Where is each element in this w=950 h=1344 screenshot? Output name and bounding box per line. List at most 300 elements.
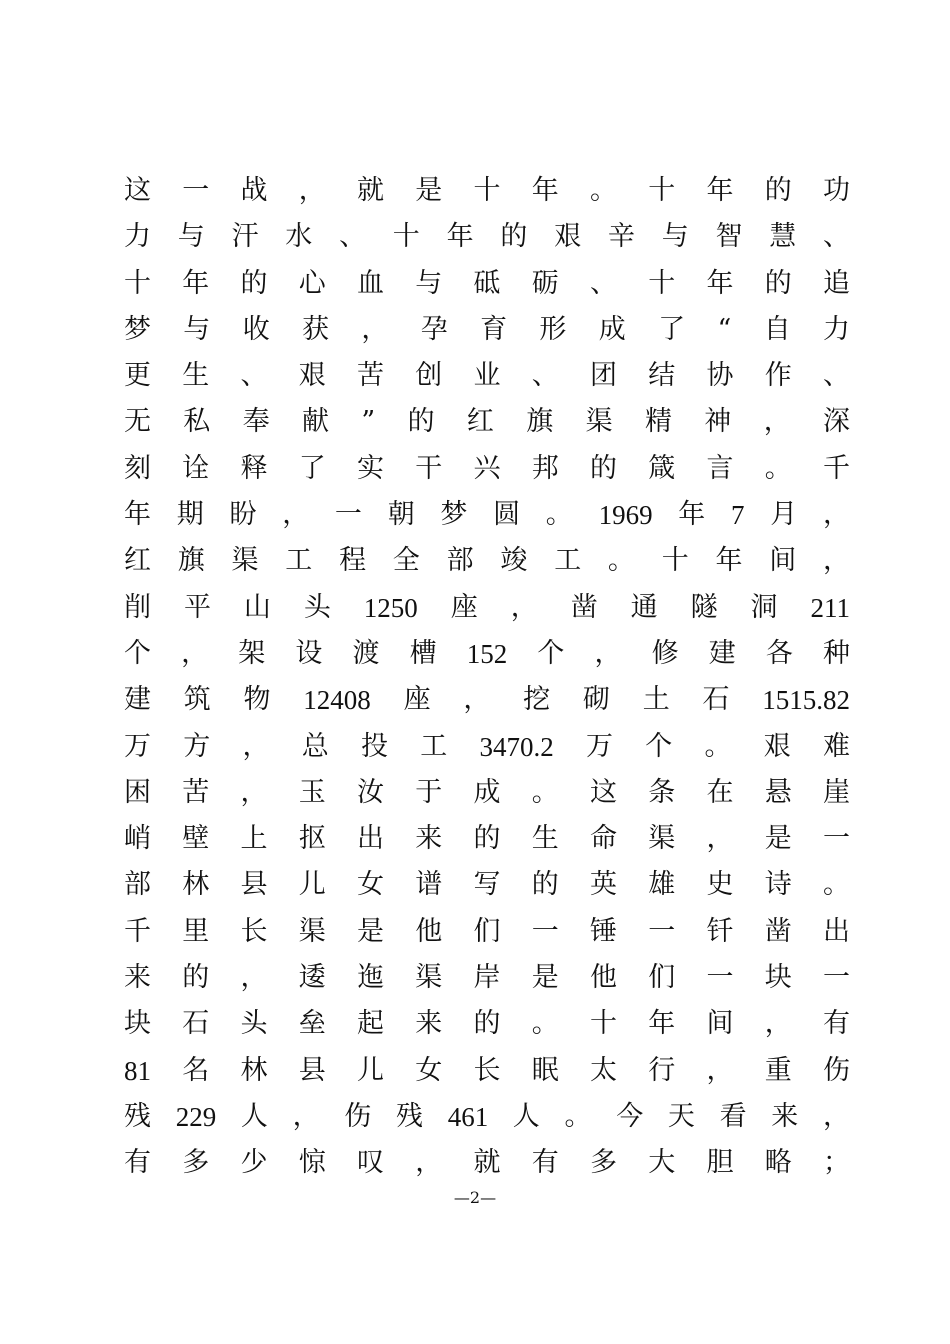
text-token: 十 [590,1008,617,1040]
text-token: 业 [473,360,501,392]
text-token: 成 [598,313,626,345]
text-line [124,769,850,815]
text-token: 谱 [415,869,443,901]
text-token: 砌 [582,684,610,716]
text-token: 惊 [298,1147,326,1179]
text-token: 、 [823,360,850,392]
text-token: 兴 [473,452,501,484]
text-token: 形 [539,313,567,345]
text-token: 旗 [177,545,205,577]
text-token: 红 [124,545,151,577]
text-token: 干 [415,452,443,484]
text-token: 人 [512,1100,540,1132]
text-line [124,954,850,1000]
text-token: 个 [645,730,673,762]
text-token: 万 [124,730,151,762]
text-token: ， [298,175,326,206]
text-token: 少 [240,1147,268,1179]
text-token: 就 [473,1147,501,1179]
text-token: 。 [823,869,850,901]
text-token: ” [361,406,376,438]
text-token: 长 [473,1054,501,1086]
text-token: 垒 [298,1008,326,1040]
text-token: 上 [240,823,268,855]
text-token: 洞 [750,591,778,623]
text-line [124,630,850,676]
text-token: 获 [302,313,329,345]
text-token: 461 [447,1101,489,1132]
text-token: 苦 [182,776,210,808]
text-token: 是 [415,175,443,206]
text-token: 筑 [183,684,211,716]
text-token: 种 [823,637,850,669]
text-line [124,1047,850,1093]
text-token: ， [706,823,734,855]
text-token: 人 [240,1100,268,1132]
text-token: 县 [240,869,268,901]
text-token: 林 [240,1054,268,1086]
text-token: 是 [531,962,559,994]
text-token: 。 [531,1008,559,1040]
text-token: 言 [706,452,734,484]
text-token: 悬 [764,776,792,808]
text-token: 神 [704,406,732,438]
text-token: ， [240,962,268,994]
text-token: 诠 [182,452,210,484]
text-token: ； [823,1147,850,1179]
text-token: 。 [764,452,792,484]
text-token: ， [594,637,622,669]
text-line [124,1139,850,1185]
text-token: 生 [531,823,559,855]
text-token: 有 [823,1008,850,1040]
text-token: 月 [770,499,798,531]
text-token: 力 [124,221,151,253]
text-token: 释 [240,452,268,484]
text-token: 渠 [231,545,259,577]
text-token: 全 [392,545,420,577]
text-token: 工 [420,730,448,762]
text-token: 、 [823,221,850,253]
text-token: ， [240,776,268,808]
text-token: 智 [715,221,743,253]
text-token: 无 [124,406,151,438]
text-token: 实 [357,452,384,484]
text-token: 艰 [763,730,791,762]
text-token: 起 [357,1008,384,1040]
text-token: 、 [590,267,617,299]
text-token: 土 [642,684,670,716]
text-token: 。 [607,545,635,577]
text-token: 建 [124,684,151,716]
text-token: 一 [823,823,850,855]
text-token: 。 [590,175,617,206]
text-line [124,306,850,352]
text-token: 7 [731,500,745,531]
text-token: 年 [182,267,210,299]
text-token: 通 [630,591,658,623]
text-token: 十 [124,267,151,299]
text-token: 艰 [554,221,582,253]
text-token: ， [823,499,850,531]
text-token: 工 [285,545,313,577]
text-token: 、 [339,221,367,253]
text-token: 年 [124,499,151,531]
text-token: 深 [823,406,850,438]
text-token: 、 [240,360,268,392]
text-token: 叹 [357,1147,384,1179]
text-token: 年 [446,221,474,253]
text-line [124,584,850,630]
text-token: 辛 [607,221,635,253]
page-number: —2— [453,1188,497,1207]
text-token: 看 [719,1100,747,1132]
text-token: 伤 [344,1100,372,1132]
text-token: 一 [706,962,734,994]
text-token: 力 [823,313,850,345]
text-token: 崖 [823,776,850,808]
text-token: 隧 [690,591,718,623]
text-token: 的 [764,267,792,299]
text-token: 渠 [298,915,326,947]
text-token: 锤 [590,915,617,947]
text-token: 女 [415,1054,443,1086]
text-token: 设 [295,637,323,669]
text-token: 千 [124,915,151,947]
text-token: 多 [590,1147,617,1179]
text-token: 太 [590,1054,617,1086]
text-token: 困 [124,776,151,808]
text-token: 伤 [823,1054,850,1086]
text-token: 追 [823,267,850,299]
text-line [124,491,850,537]
text-token: 林 [182,869,210,901]
text-token: 逶 [298,962,326,994]
text-token: 部 [124,869,151,901]
text-token: 眠 [531,1054,559,1086]
text-token: 座 [450,591,478,623]
text-token: 他 [590,962,617,994]
text-token: 一 [648,915,676,947]
text-token: 229 [175,1101,217,1132]
text-token: 头 [303,591,331,623]
text-token: 收 [242,313,270,345]
text-token: 天 [667,1100,695,1132]
text-token: ， [706,1054,734,1086]
text-token: 们 [648,962,676,994]
text-token: 了 [658,313,686,345]
text-token: 奉 [242,406,270,438]
text-token: 英 [590,869,617,901]
text-token: 砺 [531,267,559,299]
text-token: 与 [177,221,205,253]
text-line [124,815,850,861]
text-token: ， [510,591,538,623]
text-token: 的 [764,175,792,206]
text-token: 渠 [648,823,676,855]
text-token: 十 [661,545,689,577]
text-token: 来 [415,823,443,855]
text-token: 平 [184,591,211,623]
text-token: 盼 [229,499,257,531]
text-line [124,167,850,213]
text-token: 与 [183,313,211,345]
text-token: “ [717,313,732,345]
text-token: 汝 [357,776,384,808]
text-token: 建 [708,637,736,669]
text-token: 砥 [473,267,501,299]
text-token: 间 [769,545,797,577]
text-token: 于 [415,776,443,808]
text-token: 的 [240,267,268,299]
text-token: 年 [715,545,743,577]
text-token: 的 [407,406,435,438]
text-token: 总 [301,730,329,762]
text-token: 精 [645,406,672,438]
text-token: 史 [706,869,734,901]
text-token: 献 [302,406,329,438]
text-token: 物 [243,684,271,716]
text-token: 挖 [523,684,551,716]
text-token: 一 [531,915,559,947]
text-token: 儿 [298,869,326,901]
text-token: 的 [182,962,210,994]
text-token: 、 [531,360,559,392]
text-token: 来 [771,1100,799,1132]
text-token: 孕 [420,313,448,345]
text-token: 作 [764,360,792,392]
text-token: 血 [357,267,384,299]
text-token: 私 [183,406,211,438]
text-token: 12408 [303,685,371,716]
text-token: 来 [415,1008,443,1040]
text-token: 工 [554,545,582,577]
text-token: 的 [500,221,528,253]
text-token: 邦 [531,452,559,484]
text-token: ， [763,406,791,438]
text-token: 难 [823,730,850,762]
text-token: 十 [392,221,420,253]
text-token: 里 [182,915,210,947]
text-token: 年 [678,499,706,531]
text-token: 间 [706,1008,734,1040]
text-token: 功 [823,175,850,206]
text-token: ， [415,1147,443,1179]
text-token: 年 [648,1008,676,1040]
text-token: 块 [124,1008,151,1040]
text-token: 。 [704,730,732,762]
text-token: 成 [473,776,501,808]
text-token: 凿 [764,915,792,947]
text-token: 个 [124,637,151,669]
text-token: 的 [590,452,617,484]
text-token: 1250 [363,592,418,623]
text-token: 在 [706,776,734,808]
text-token: ， [242,730,270,762]
text-token: 旗 [526,406,554,438]
text-token: 水 [285,221,313,253]
text-token: 残 [124,1100,151,1132]
text-line [124,398,850,444]
text-token: 程 [339,545,367,577]
text-token: 汗 [231,221,259,253]
text-token: 152 [466,638,508,669]
text-token: 朝 [387,499,415,531]
text-token: 1515.82 [762,685,850,716]
text-token: 81 [124,1055,151,1086]
text-token: 座 [403,684,431,716]
text-token: 削 [124,591,151,623]
text-token: 有 [531,1147,559,1179]
text-token: 山 [243,591,271,623]
text-token: 心 [298,267,326,299]
text-line [124,723,850,769]
text-token: 女 [357,869,384,901]
text-token: 岸 [473,962,501,994]
text-token: 。 [545,499,573,531]
text-token: 一 [823,962,850,994]
text-token: 县 [298,1054,326,1086]
text-token: 大 [648,1147,676,1179]
text-token: 梦 [440,499,468,531]
text-token: 出 [823,915,850,947]
text-token: 重 [764,1054,792,1086]
text-token: 头 [240,1008,268,1040]
text-token: 们 [473,915,501,947]
text-token: 渠 [415,962,443,994]
text-token: 玉 [298,776,326,808]
text-token: 1969 [598,500,653,531]
text-token: 渡 [352,637,380,669]
text-token: 结 [648,360,676,392]
text-token: 写 [473,869,501,901]
text-token: 苦 [357,360,384,392]
text-token: 与 [661,221,689,253]
text-token: 圆 [493,499,521,531]
text-token: 石 [702,684,730,716]
text-token: 有 [124,1147,151,1179]
text-token: ， [361,313,389,345]
text-token: 他 [415,915,443,947]
text-line [124,537,850,583]
text-token: 的 [473,823,501,855]
text-token: 多 [182,1147,210,1179]
text-token: 就 [357,175,384,206]
text-line [124,352,850,398]
text-line [124,676,850,722]
text-line [124,1093,850,1139]
text-token: 育 [480,313,508,345]
text-token: 这 [590,776,617,808]
text-token: 迤 [357,962,384,994]
text-token: ， [764,1008,792,1040]
body-paragraph [124,167,850,1186]
text-token: 。 [531,776,559,808]
text-token: 年 [706,267,734,299]
text-token: 万 [586,730,613,762]
text-token: 刻 [124,452,151,484]
text-token: 十 [473,175,501,206]
text-token: 年 [706,175,734,206]
text-token: 架 [238,637,266,669]
text-token: 残 [396,1100,423,1132]
text-token: 块 [764,962,792,994]
text-token: 个 [537,637,565,669]
text-token: 十 [648,175,676,206]
text-token: 出 [357,823,384,855]
text-line [124,260,850,306]
text-token: 峭 [124,823,151,855]
text-token: 了 [298,452,326,484]
text-token: 部 [446,545,474,577]
text-token: 创 [415,360,443,392]
text-token: 投 [361,730,388,762]
text-token: 箴 [648,452,676,484]
text-token: 这 [124,175,151,206]
text-token: 是 [357,915,384,947]
text-token: 与 [415,267,443,299]
text-token: 生 [182,360,210,392]
text-token: 期 [176,499,204,531]
text-token: 十 [648,267,676,299]
text-token: 略 [764,1147,792,1179]
text-token: 慧 [769,221,797,253]
text-token: 来 [124,962,151,994]
text-token: ， [181,637,209,669]
text-token: 修 [651,637,679,669]
text-token: ， [463,684,491,716]
text-token: 诗 [764,869,792,901]
text-token: 命 [590,823,617,855]
text-token: 竣 [500,545,528,577]
text-token: 协 [706,360,734,392]
text-token: 儿 [357,1054,384,1086]
text-token: 千 [823,452,850,484]
text-token: 一 [182,175,210,206]
text-token: 的 [473,1008,501,1040]
text-token: 梦 [124,313,151,345]
text-token: 壁 [182,823,210,855]
text-token: 年 [531,175,559,206]
text-token: ， [823,545,850,577]
text-token: ， [282,499,310,531]
text-token: 红 [466,406,494,438]
text-token: 方 [183,730,211,762]
text-line [124,445,850,491]
text-token: 条 [648,776,676,808]
text-token: 211 [810,592,850,623]
text-token: 抠 [298,823,326,855]
text-token: 凿 [570,591,598,623]
text-token: 战 [240,175,268,206]
text-token: 是 [764,823,792,855]
text-token: 胆 [706,1147,734,1179]
text-token: 今 [616,1100,644,1132]
text-line [124,908,850,954]
text-token: 名 [182,1054,210,1086]
text-token: 渠 [585,406,613,438]
text-token: 艰 [298,360,326,392]
text-token: 。 [564,1100,592,1132]
text-token: 长 [240,915,268,947]
text-line [124,1000,850,1046]
text-token: 行 [648,1054,676,1086]
text-token: ， [292,1100,320,1132]
text-token: 一 [334,499,362,531]
text-token: 的 [531,869,559,901]
text-line [124,213,850,259]
text-token: 钎 [706,915,734,947]
